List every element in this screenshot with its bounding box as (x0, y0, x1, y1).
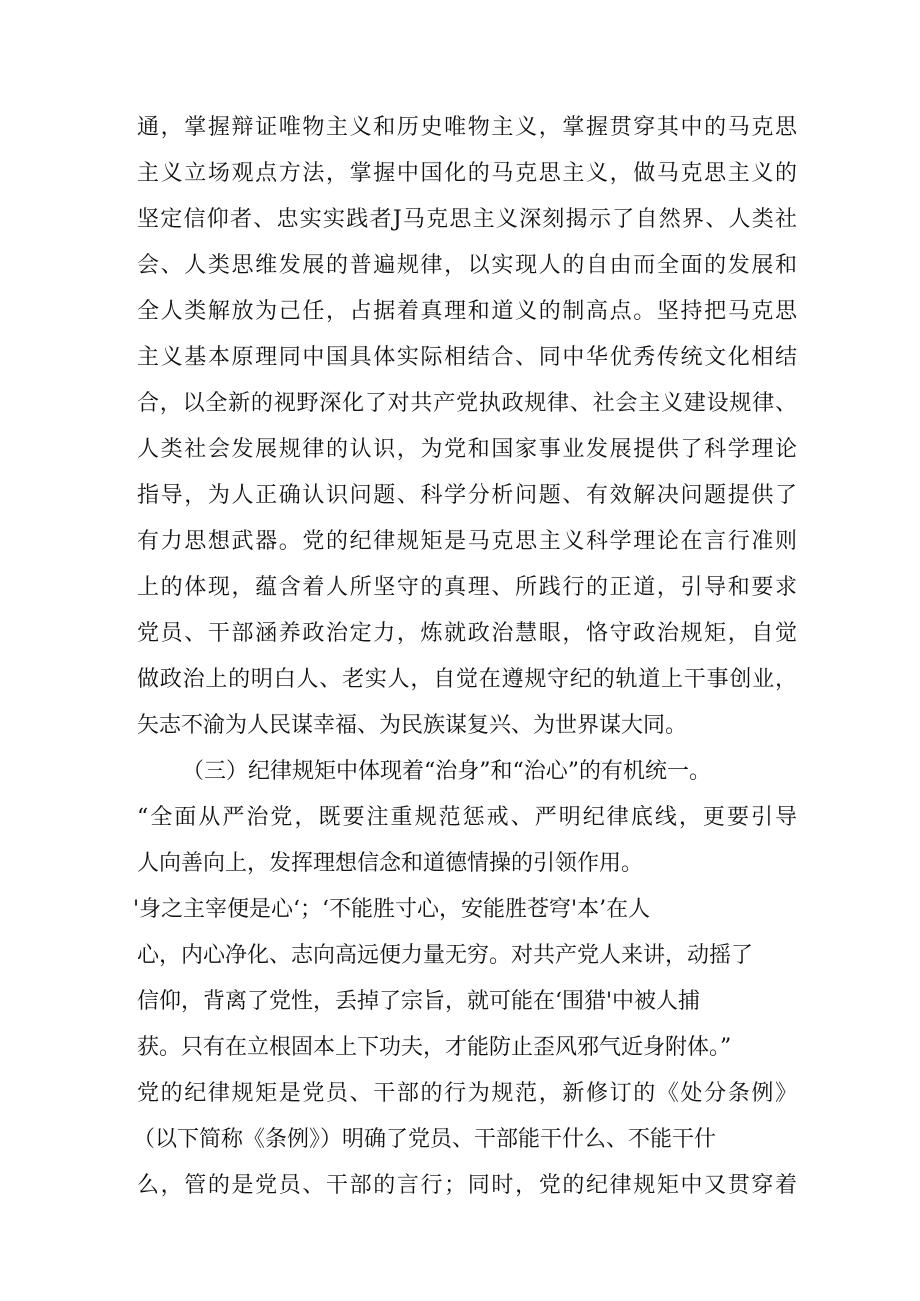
text-line: 主义基本原理同中国具体实际相结合、同中华优秀传统文化相结 (137, 345, 797, 370)
text-line: 坚定信仰者、忠实实践者J马克思主义深刻揭示了自然界、人类社 (137, 207, 797, 232)
text-line: 上的体现，蕴含着人所坚守的真理、所践行的正道，引导和要求 (137, 575, 797, 600)
text-line: 党员、干部涵养政治定力，炼就政治慧眼，恪守政治规矩，自觉 (137, 621, 797, 646)
text-line: 做政治上的明白人、老实人，自觉在遵规守纪的轨道上干事创业， (137, 667, 797, 692)
text-line: 通，掌握辩证唯物主义和历史唯物主义，掌握贯穿其中的马克思 (137, 115, 797, 140)
text-line: “全面从严治党，既要注重规范惩戒、严明纪律底线，更要引导 (137, 805, 797, 830)
text-line: 么，管的是党员、干部的言行；同时，党的纪律规矩中又贯穿着 (137, 1173, 797, 1198)
text-line: 人类社会发展规律的认识，为党和国家事业发展提供了科学理论 (137, 437, 797, 462)
text-line: 会、人类思维发展的普遍规律，以实现人的自由而全面的发展和 (137, 253, 797, 278)
text-line: '身之主宰便是心‘；‘不能胜寸心，安能胜苍穹'本’在人 (133, 897, 651, 922)
text-line: 指导，为人正确认识问题、科学分析问题、有效解决问题提供了 (137, 483, 797, 508)
text-line: 信仰，背离了党性，丢掉了宗旨，就可能在‘围猎'中被人捕 (137, 989, 701, 1014)
text-line: 主义立场观点方法，掌握中国化的马克思主义，做马克思主义的 (137, 161, 797, 186)
text-line: 矢志不渝为人民谋幸福、为民族谋复兴、为世界谋大同。 (137, 713, 688, 738)
text-line: 有力思想武器。党的纪律规矩是马克思主义科学理论在言行准则 (137, 529, 797, 554)
text-line: 人向善向上，发挥理想信念和道德情操的引领作用。 (137, 851, 644, 876)
text-line: 心，内心净化、志向高远便力量无穷。对共产党人来讲，动摇了 (137, 943, 754, 968)
text-line: 全人类解放为己任，占据着真理和道义的制高点。坚持把马克思 (137, 299, 797, 324)
text-line: 获。只有在立根固本上下功夫，才能防止歪风邪气近身附体。” (137, 1035, 732, 1060)
text-line: 合，以全新的视野深化了对共产党执政规律、社会主义建设规律、 (137, 391, 797, 416)
text-line: （以下简称《条例》）明确了党员、干部能干什么、不能干什 (133, 1127, 717, 1152)
section-heading: （三）纪律规矩中体现着“治身”和“治心”的有机统一。 (182, 759, 711, 784)
text-line: 党的纪律规矩是党员、干部的行为规范，新修订的《处分条例》 (137, 1081, 797, 1106)
